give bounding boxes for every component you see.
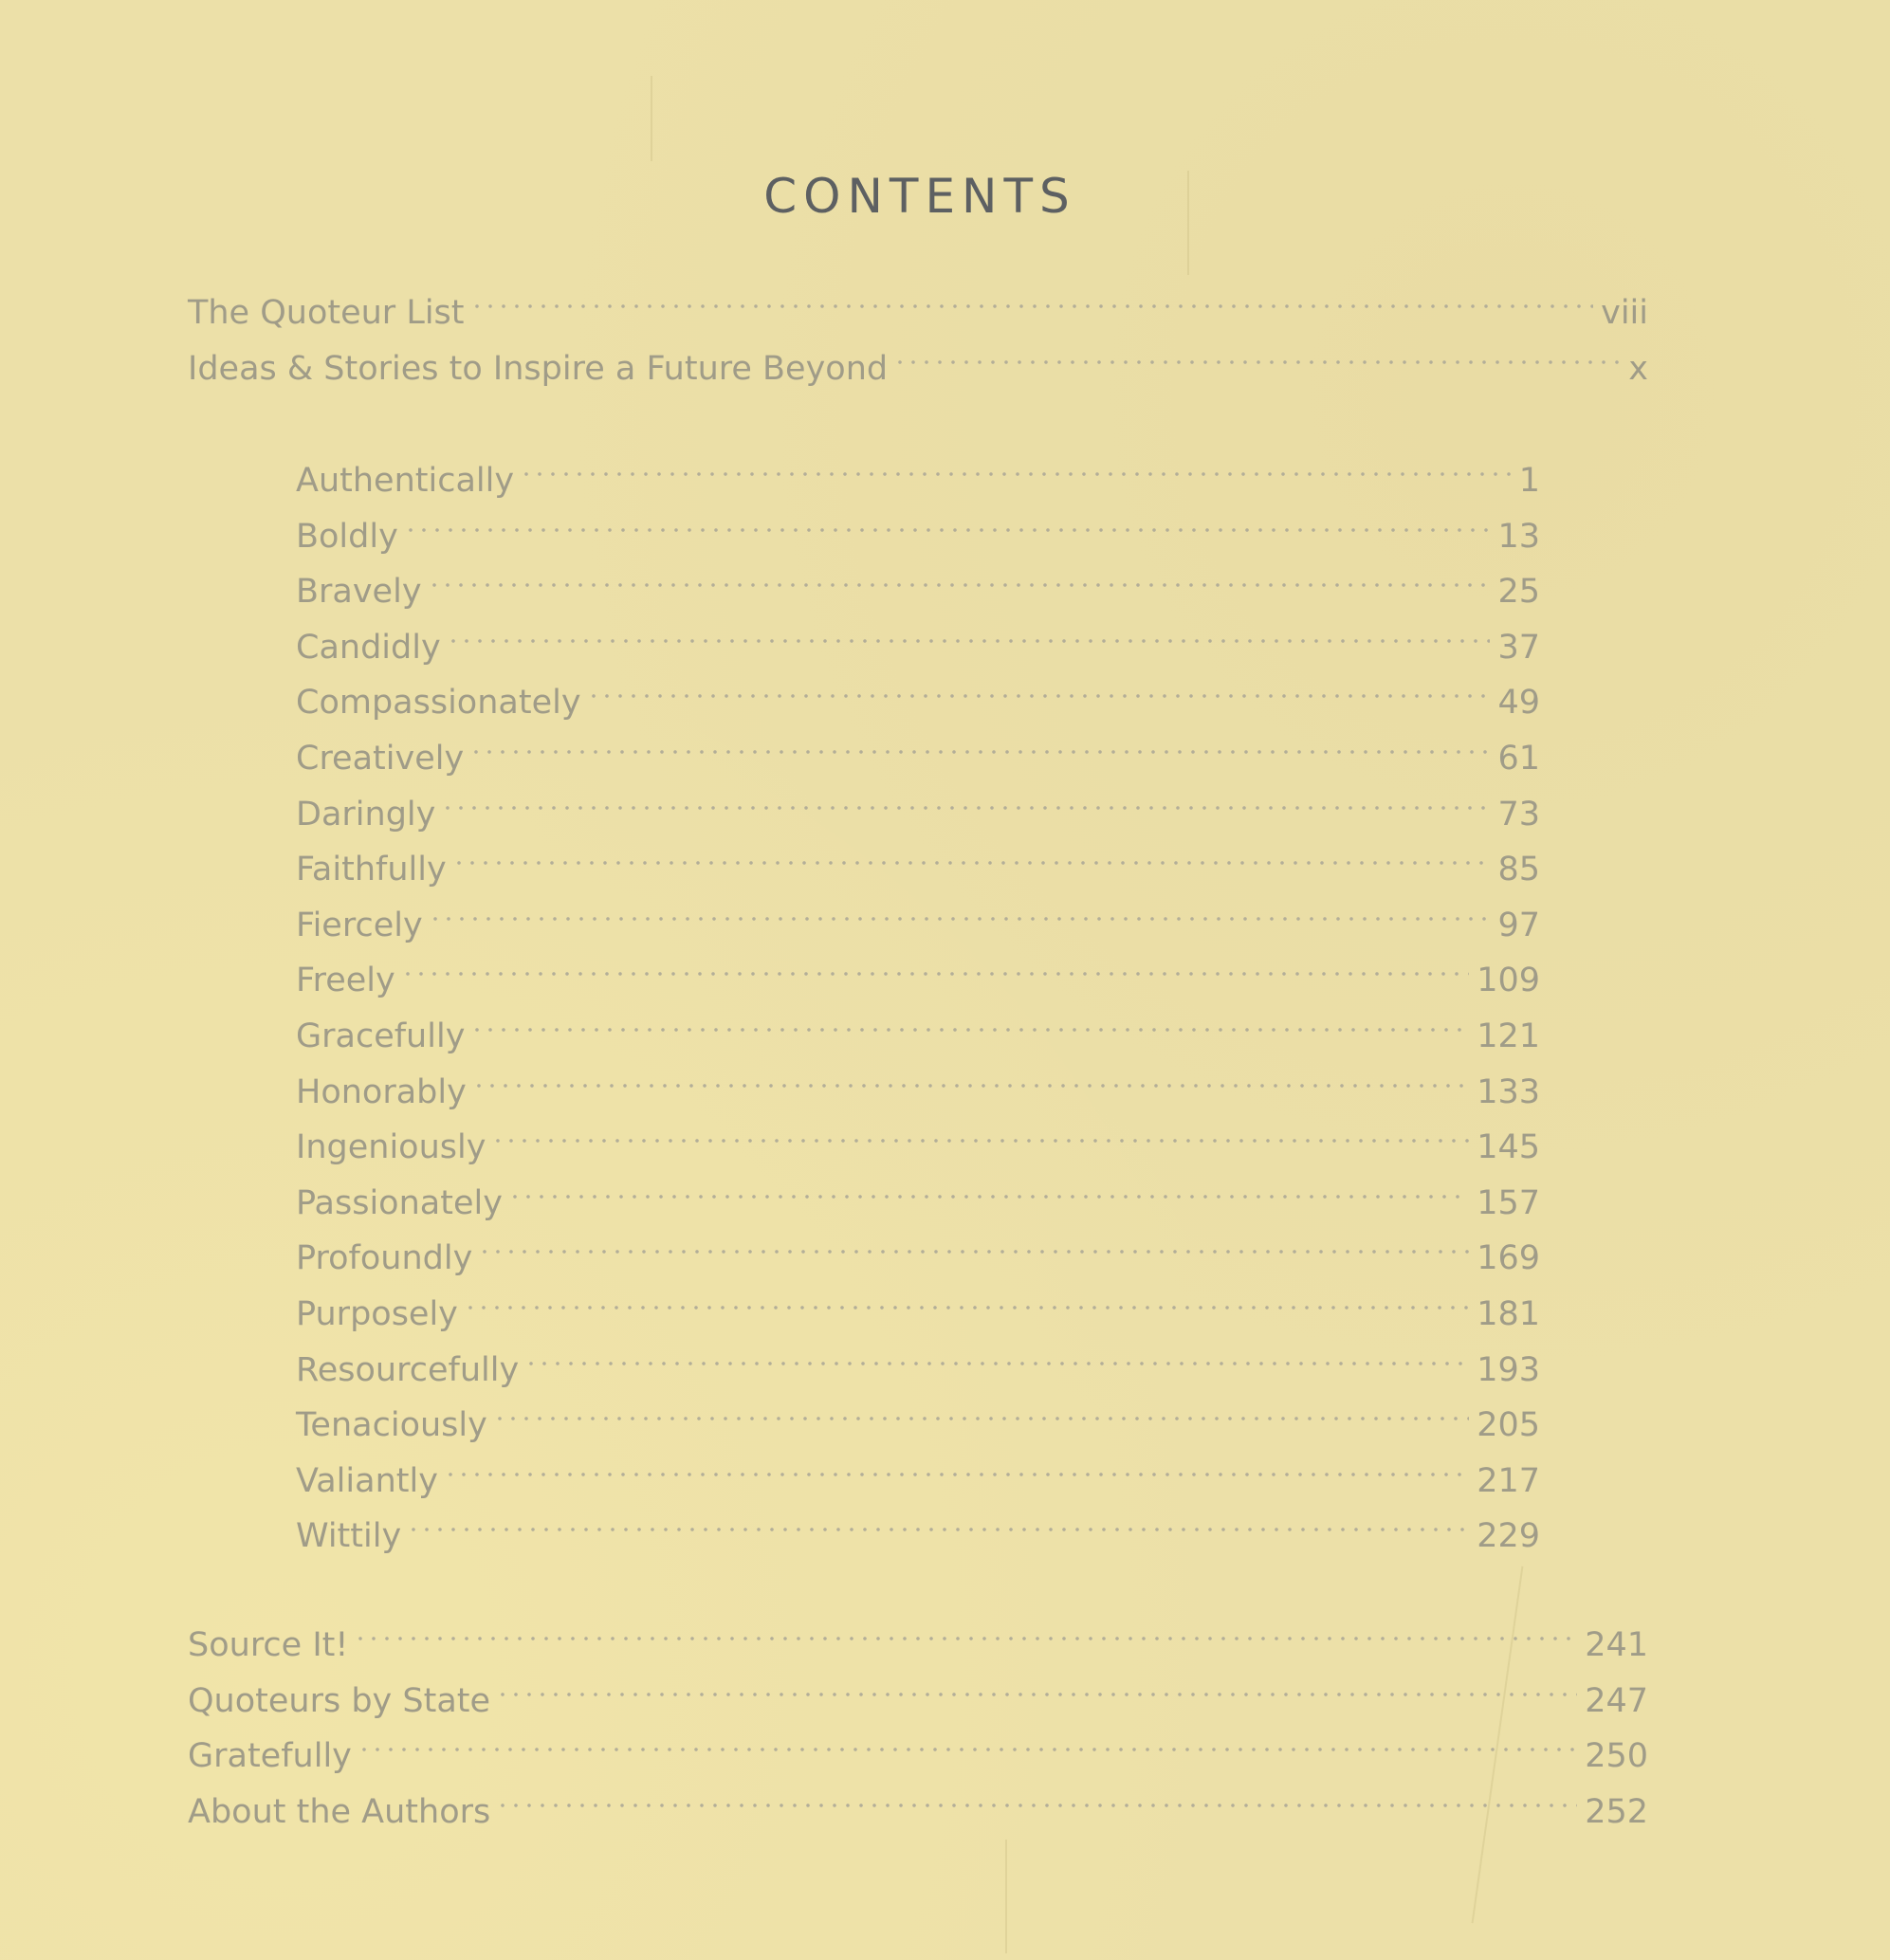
toc-entry-page-number: 109 <box>1477 962 1540 1000</box>
toc-entry <box>296 714 1540 778</box>
toc-entry-label: Faithfully <box>296 851 447 889</box>
toc-entry-label: Wittily <box>296 1517 402 1556</box>
toc-entry <box>296 603 1540 667</box>
toc-entry <box>296 547 1540 612</box>
toc-entry-label: Creatively <box>296 740 465 778</box>
toc-entry <box>296 492 1540 556</box>
toc-entry-label: Bravely <box>296 573 422 612</box>
dot-leader <box>496 1768 1577 1823</box>
toc-entry-label: Ingeniously <box>296 1128 486 1167</box>
toc-entry-label: The Quoteur List <box>188 294 465 332</box>
toc-entry-page-number: 217 <box>1477 1461 1540 1500</box>
toc-entry-page-number: 145 <box>1477 1128 1540 1167</box>
toc-entry-page-number: 229 <box>1477 1517 1540 1556</box>
toc-entry-label: Candidly <box>296 628 441 667</box>
dot-leader <box>428 547 1491 602</box>
toc-entry-label: Honorably <box>296 1072 467 1111</box>
toc-entry-page-number: 252 <box>1585 1793 1648 1832</box>
toc-entry <box>188 324 1648 388</box>
toc-entry <box>296 936 1540 1000</box>
dot-leader <box>472 1048 1469 1103</box>
dot-leader <box>358 1712 1577 1767</box>
toc-entry-page-number: x <box>1628 350 1648 388</box>
toc-entry-label: Valiantly <box>296 1461 438 1500</box>
dot-leader <box>469 714 1490 769</box>
toc-entry-page-number: 97 <box>1497 906 1540 944</box>
toc-entry <box>296 1103 1540 1167</box>
toc-entry <box>188 1657 1648 1720</box>
toc-entry-page-number: 13 <box>1497 517 1540 556</box>
toc-entry-page-number: 250 <box>1585 1737 1648 1776</box>
dot-leader <box>470 992 1469 1047</box>
dot-leader <box>452 825 1491 880</box>
toc-entry <box>296 436 1540 500</box>
toc-entry <box>296 1326 1540 1389</box>
toc-entry <box>296 881 1540 944</box>
dot-leader <box>464 1270 1469 1325</box>
toc-entry <box>296 1270 1540 1333</box>
toc-entry-label: Compassionately <box>296 684 581 723</box>
toc-entry-label: About the Authors <box>188 1793 491 1832</box>
toc-entry-page-number: 121 <box>1477 1017 1540 1055</box>
toc-entry <box>296 1159 1540 1222</box>
dot-leader <box>508 1159 1469 1214</box>
toc-entry <box>188 1712 1648 1776</box>
toc-entry <box>188 1601 1648 1664</box>
dot-leader <box>524 1326 1469 1381</box>
toc-entry <box>296 825 1540 889</box>
dot-leader <box>407 1492 1469 1547</box>
dot-leader <box>491 1103 1469 1158</box>
toc-entry-page-number: 241 <box>1585 1626 1648 1664</box>
toc-entry-label: Boldly <box>296 517 398 556</box>
toc-entry-label: Fiercely <box>296 906 423 944</box>
toc-entry-page-number: 37 <box>1497 628 1540 667</box>
dot-leader <box>470 268 1594 323</box>
toc-entry-page-number: 85 <box>1497 851 1540 889</box>
page-title: CONTENTS <box>763 169 1076 224</box>
toc-entry-label: Daringly <box>296 795 436 833</box>
dot-leader <box>520 436 1512 491</box>
dot-leader <box>493 1381 1469 1436</box>
dot-leader <box>496 1657 1577 1712</box>
dot-leader <box>444 1437 1469 1492</box>
dot-leader <box>478 1214 1469 1269</box>
toc-entry <box>296 1048 1540 1111</box>
toc-entry <box>188 268 1648 332</box>
dot-leader <box>447 603 1491 658</box>
toc-entry-label: Source It! <box>188 1626 349 1664</box>
toc-entry <box>296 992 1540 1055</box>
toc-entry-label: Gracefully <box>296 1017 466 1055</box>
toc-entry <box>296 1214 1540 1278</box>
toc-entry-label: Tenaciously <box>296 1406 487 1445</box>
toc-entry <box>296 1437 1540 1500</box>
toc-entry-page-number: 247 <box>1585 1681 1648 1720</box>
dot-leader <box>354 1601 1577 1656</box>
toc-entry-label: Authentically <box>296 462 515 500</box>
toc-entry-page-number: 181 <box>1477 1295 1540 1333</box>
toc-entry-page-number: 193 <box>1477 1350 1540 1389</box>
toc-entry-label: Gratefully <box>188 1737 352 1776</box>
dot-leader <box>429 881 1491 936</box>
toc-entry <box>296 770 1540 833</box>
toc-entry-page-number: 25 <box>1497 573 1540 612</box>
toc-entry-page-number: 157 <box>1477 1183 1540 1222</box>
toc-entry <box>188 1768 1648 1832</box>
toc-entry <box>296 1492 1540 1556</box>
dot-leader <box>401 936 1469 991</box>
dot-leader <box>893 324 1621 379</box>
toc-entry-page-number: 205 <box>1477 1406 1540 1445</box>
dot-leader <box>441 770 1490 825</box>
dot-leader <box>587 658 1491 713</box>
toc-entry-label: Purposely <box>296 1295 458 1333</box>
toc-entry-label: Passionately <box>296 1183 503 1222</box>
toc-entry-label: Ideas & Stories to Inspire a Future Beyond <box>188 350 889 388</box>
dot-leader <box>404 492 1491 547</box>
toc-entry-page-number: 73 <box>1497 795 1540 833</box>
paper-crease-mark <box>651 76 652 161</box>
toc-entry-page-number: 133 <box>1477 1072 1540 1111</box>
toc-entry-page-number: 61 <box>1497 740 1540 778</box>
paper-crease-mark <box>1005 1840 1007 1953</box>
toc-entry-label: Quoteurs by State <box>188 1681 491 1720</box>
toc-entry-page-number: 1 <box>1518 462 1540 500</box>
toc-entry-label: Resourcefully <box>296 1350 520 1389</box>
toc-entry <box>296 1381 1540 1445</box>
toc-entry-label: Profoundly <box>296 1239 473 1278</box>
toc-entry-page-number: 49 <box>1497 684 1540 723</box>
toc-entry-page-number: 169 <box>1477 1239 1540 1278</box>
toc-entry-label: Freely <box>296 962 395 1000</box>
toc-entry <box>296 658 1540 723</box>
toc-entry-page-number: viii <box>1601 294 1648 332</box>
